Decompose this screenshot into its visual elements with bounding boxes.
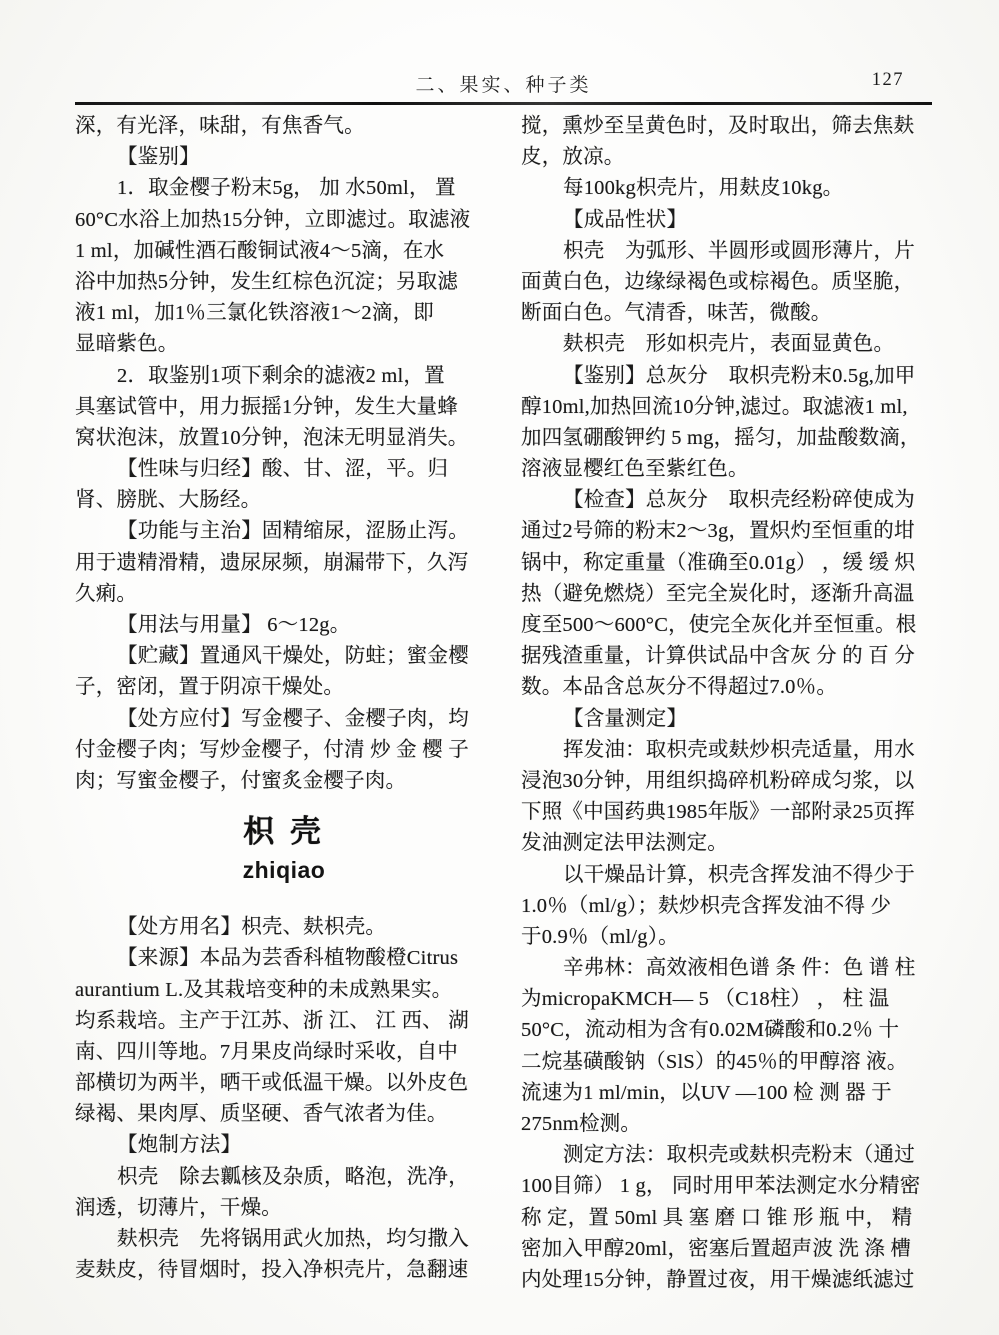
text-line: 度至500～600°C，使完全灰化并至恒重。根 bbox=[521, 614, 917, 636]
left-column-text-bottom bbox=[75, 912, 493, 1286]
text-line: 用于遗精滑精，遗尿尿频，崩漏带下，久泻 bbox=[75, 551, 469, 574]
text-line: aurantium L.及其栽培变种的未成熟果实。 bbox=[75, 978, 453, 1001]
text-line: 均系栽培。主产于江苏、浙 江、 江 西、 湖 bbox=[75, 1009, 469, 1032]
text-line: 通过2号筛的粉末2～3g，置炽灼至恒重的坩 bbox=[521, 520, 915, 543]
text-line: 于0.9％（ml/g）。 bbox=[521, 925, 679, 948]
text-line: 下照《中国药典1985年版》一部附录25页挥 bbox=[521, 801, 915, 824]
text-line: 付金樱子肉；写炒金樱子，付清 炒 金 樱 子 bbox=[75, 738, 469, 761]
text-line: 浴中加热5分钟，发生红棕色沉淀；另取滤 bbox=[75, 270, 459, 293]
text-line: 测定方法：取枳壳或麸枳壳粉末（通过 bbox=[563, 1144, 915, 1167]
text-line: 【贮藏】置通风干燥处，防蛀；蜜金樱 bbox=[117, 645, 469, 668]
text-line: 60°C水浴上加热15分钟，立即滤过。取滤液 bbox=[75, 208, 471, 231]
text-line: 【功能与主治】固精缩尿，涩肠止泻。 bbox=[117, 520, 469, 543]
text-line: 【成品性状】 bbox=[563, 208, 688, 231]
text-line: 50°C，流动相为含有0.02M磷酸和0.2％ 十 bbox=[521, 1019, 900, 1042]
left-column bbox=[75, 111, 493, 1286]
text-line: 具塞试管中，用力振摇1分钟，发生大量蜂 bbox=[75, 395, 459, 418]
text-line: 流速为1 ml/min，以UV —100 检 测 器 于 bbox=[521, 1081, 892, 1104]
text-line: 肾、膀胱、大肠经。 bbox=[75, 489, 262, 512]
text-line: 【来源】本品为芸香科植物酸橙Citrus bbox=[117, 947, 459, 970]
text-line: 窝状泡沫，放置10分钟，泡沫无明显消失。 bbox=[75, 426, 469, 449]
text-line: 2．取鉴别1项下剩余的滤液2 ml，置 bbox=[117, 364, 445, 387]
text-line: 麸枳壳 形如枳壳片，表面显黄色。 bbox=[563, 333, 895, 356]
text-line: 麸枳壳 先将锅用武火加热，均匀撒入 bbox=[117, 1228, 469, 1250]
text-line: 1 ml，加碱性酒石酸铜试液4～5滴，在水 bbox=[75, 239, 445, 262]
text-line: 辛弗林：高效液相色谱 条 件：色 谱 柱 bbox=[563, 957, 916, 980]
text-line: 数。本品含总灰分不得超过7.0％。 bbox=[521, 676, 838, 699]
text-line: 【鉴别】 bbox=[117, 146, 200, 169]
text-line: 显暗紫色。 bbox=[75, 333, 179, 356]
text-line: 100目筛） 1 g， 同时用甲苯法测定水分精密 bbox=[521, 1175, 921, 1198]
text-line: 每100kg枳壳片，用麸皮10kg。 bbox=[563, 177, 844, 200]
text-line: 子，密闭，置于阴凉干燥处。 bbox=[75, 676, 345, 699]
text-line: 溶液显樱红色至紫红色。 bbox=[521, 458, 749, 481]
text-line: 肉；写蜜金樱子，付蜜炙金樱子肉。 bbox=[75, 769, 407, 792]
text-line: 二烷基磺酸钠（SlS）的45％的甲醇溶 液。 bbox=[521, 1050, 908, 1073]
page-number: 127 bbox=[871, 70, 904, 90]
text-line: 密加入甲醇20ml，密塞后置超声波 洗 涤 槽 bbox=[521, 1237, 912, 1260]
text-line: 【处方应付】写金樱子、金樱子肉，均 bbox=[117, 707, 469, 730]
text-line: 1．取金樱子粉末5g， 加 水50ml， 置 bbox=[117, 177, 456, 200]
text-line: 内处理15分钟，静置过夜，用干燥滤纸滤过 bbox=[521, 1268, 915, 1291]
text-line: 部横切为两半，晒干或低温干燥。以外皮色 bbox=[75, 1072, 469, 1095]
header-rule bbox=[75, 102, 932, 105]
right-column bbox=[521, 111, 939, 1296]
text-line: 热（避免燃烧）至完全炭化时，逐渐升高温 bbox=[521, 582, 915, 605]
text-line: 加四氢硼酸钾约 5 mg，摇匀，加盐酸数滴， bbox=[521, 426, 921, 449]
text-line: 醇10ml,加热回流10分钟,滤过。取滤液1 ml, bbox=[521, 395, 908, 418]
text-line: 【鉴别】总灰分 取枳壳粉末0.5g,加甲 bbox=[563, 364, 916, 387]
article-title: 枳 壳 bbox=[243, 814, 325, 850]
text-line: 枳壳 除去瓤核及杂质，略泡，洗净， bbox=[117, 1165, 469, 1188]
text-line: 枳壳 为弧形、半圆形或圆形薄片，片 bbox=[563, 239, 915, 262]
text-line: 润透，切薄片，干燥。 bbox=[75, 1196, 282, 1219]
right-column-text bbox=[521, 111, 939, 1296]
text-line: 为micropaKMCH— 5 （C18柱） ， 柱 温 bbox=[521, 988, 890, 1011]
article-title-block bbox=[75, 814, 493, 885]
text-line: 275nm检测。 bbox=[521, 1113, 642, 1135]
page-header bbox=[75, 70, 932, 96]
text-line: 【用法与用量】 6～12g。 bbox=[117, 614, 351, 636]
section-title: 二、果实、种子类 bbox=[415, 75, 592, 96]
text-line: 锅中，称定重量（准确至0.01g） ，缓 缓 炽 bbox=[521, 551, 916, 574]
text-line: 挥发油：取枳壳或麸炒枳壳适量，用水 bbox=[563, 738, 915, 761]
text-line: 断面白色。气清香，味苦，微酸。 bbox=[521, 302, 832, 325]
text-line: 南、四川等地。7月果皮尚绿时采收，自中 bbox=[75, 1040, 459, 1063]
text-line: 1.0％（ml/g）；麸炒枳壳含挥发油不得 少 bbox=[521, 894, 892, 917]
text-line: 皮，放凉。 bbox=[521, 146, 625, 169]
text-line: 【性味与归经】酸、甘、涩，平。归 bbox=[117, 458, 449, 481]
left-column-text-top bbox=[75, 111, 493, 797]
text-line: 绿褐、果肉厚、质坚硬、香气浓者为佳。 bbox=[75, 1103, 448, 1126]
text-line: 【含量测定】 bbox=[563, 707, 688, 730]
text-line: 搅，熏炒至呈黄色时，及时取出，筛去焦麸 bbox=[521, 115, 915, 137]
text-line: 液1 ml，加1％三氯化铁溶液1～2滴，即 bbox=[75, 302, 434, 325]
text-line: 久痢。 bbox=[75, 582, 138, 605]
article-pinyin: zhiqiao bbox=[242, 857, 326, 884]
text-line: 麦麸皮，待冒烟时，投入净枳壳片，急翻速 bbox=[75, 1259, 469, 1282]
text-line: 面黄白色，边缘绿褐色或棕褐色。质坚脆， bbox=[521, 270, 915, 293]
text-line: 以干燥品计算，枳壳含挥发油不得少于 bbox=[563, 863, 915, 886]
text-line: 深，有光泽，味甜，有焦香气。 bbox=[75, 115, 365, 137]
text-line: 【炮制方法】 bbox=[117, 1134, 242, 1157]
text-line: 浸泡30分钟，用组织捣碎机粉碎成匀浆，以 bbox=[521, 769, 915, 792]
text-line: 称 定，置 50ml 具 塞 磨 口 锥 形 瓶 中， 精 bbox=[521, 1206, 913, 1229]
text-line: 据残渣重量，计算供试品中含灰 分 的 百 分 bbox=[521, 645, 915, 668]
text-line: 发油测定法甲法测定。 bbox=[521, 832, 728, 855]
text-line: 【检查】总灰分 取枳壳经粉碎使成为 bbox=[563, 489, 915, 512]
text-line: 【处方用名】枳壳、麸枳壳。 bbox=[117, 916, 387, 939]
